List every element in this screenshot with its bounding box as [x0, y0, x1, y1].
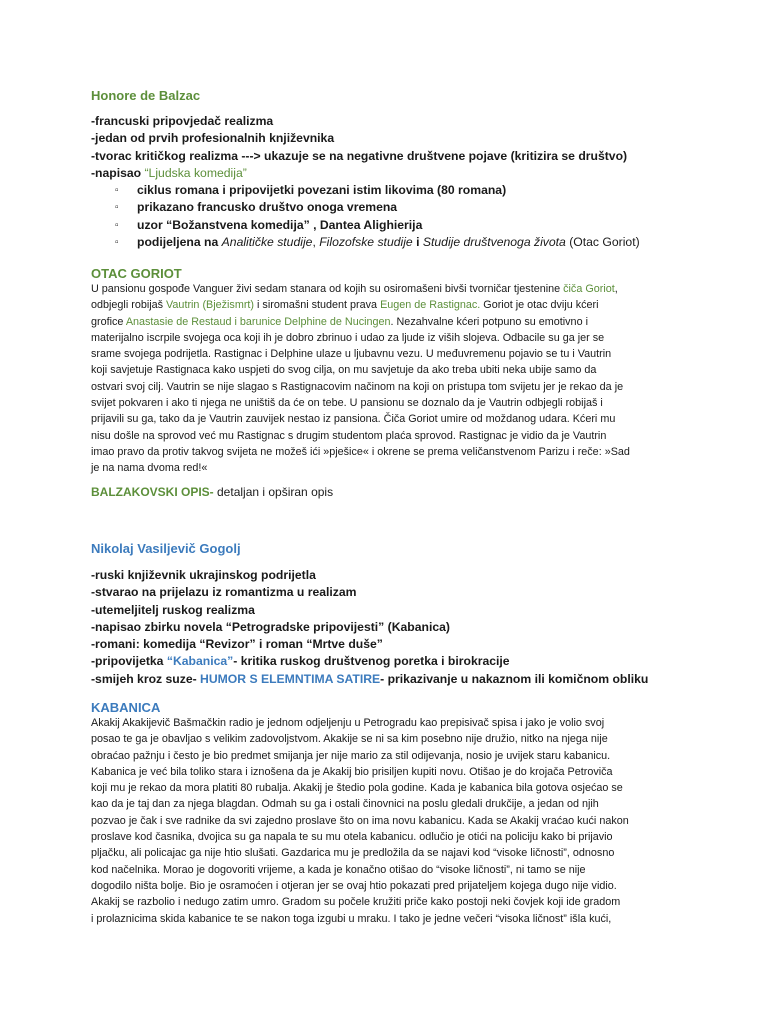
- gogolj-line: -romani: komedija “Revizor” i roman “Mrtve duše”: [91, 637, 383, 652]
- paragraph-line: ostvari svoj cilj. Vautrin se nije slagao s Rastignacovim načinom na koji on pristupa tom svijetu jer je rekao da je: [91, 380, 624, 393]
- text: - kritika ruskog društvenog poretka i birokracije: [233, 654, 510, 669]
- text: odbjegli robijaš: [91, 299, 167, 312]
- character-name: Eugen de Rastignac.: [380, 299, 481, 312]
- opis-text: detaljan i opširan opis: [213, 485, 334, 499]
- bullet-suffix: (Otac Goriot): [565, 235, 640, 250]
- kabanica-paragraph: [91, 715, 681, 927]
- goriot-paragraph: [91, 281, 681, 477]
- gogolj-line: [91, 671, 681, 688]
- gogolj-line: -utemeljitelj ruskog realizma: [91, 602, 255, 617]
- gogolj-line: [91, 653, 681, 670]
- text: Goriot je otac dviju kćeri: [480, 299, 599, 312]
- text: grofice: [91, 315, 126, 328]
- character-name: Vautrin (Bježismrt): [166, 299, 255, 312]
- paragraph-line: imao pravo da protiv takvog svijeta ne možeš ići »pješice« i okrene se prema veličanstvenom Parizu i reče: »Sad: [91, 445, 630, 458]
- character-name: čiča Goriot: [563, 283, 615, 295]
- paragraph-line: kao da je taj dan za njega blagdan. Odmah su ga i ostali činovnici na poslu gledali drukčije, a jedan od njih: [91, 798, 599, 811]
- text: ,: [614, 283, 618, 295]
- goriot-title: OTAC GORIOT: [91, 266, 182, 281]
- balzac-section: [91, 88, 681, 103]
- balzac-list: [91, 113, 681, 251]
- study-name: Studije društvenoga života: [422, 235, 566, 250]
- paragraph-line: proslave kod časnika, dvojica su ga napala te su mu otela kabanicu. odlučio je otići na policiju kako bi prijavio: [91, 831, 613, 844]
- ljudska-komedija-label: “Ljudska komedija”: [144, 165, 247, 180]
- separator: ,: [312, 235, 320, 250]
- humor-satire-label: HUMOR S ELEMNTIMA SATIRE: [200, 671, 381, 686]
- gogolj-line: -napisao zbirku novela “Petrogradske pripovijesti” (Kabanica): [91, 619, 450, 634]
- paragraph-line: dogodilo ništa bolje. Bio je osramoćen i otjeran jer se ovaj htio pokazati pred prijateljem kojega dugo nije vidio.: [91, 879, 617, 892]
- paragraph-line: nisu došle na sprovod već mu Rastignac s drugim studentom plaća sprovod. Rastignac je vidio da je Vautrin: [91, 429, 607, 442]
- bullet-text: uzor “Božanstvena komedija” , Dantea Alighierija: [137, 217, 423, 232]
- paragraph-line: koji mu je rekao da mora platiti 80 rubalja. Akakij je štedio pola godine. Kada je kabanica bila gotova osjećao se: [91, 782, 623, 795]
- goriot-section: [91, 266, 681, 281]
- text: U pansionu gospođe Vanguer živi sedam stanara od kojih su osiromašeni bivši tvorničar tjestenine: [91, 283, 564, 295]
- bullet-square-icon: ▫: [115, 219, 119, 231]
- paragraph-line: materijalno iscrpile svojega oca koji ih je dobro zbrinuo i udao za ljude iz viših slojeva. Odbacile su ga jer se: [91, 331, 605, 344]
- paragraph-line: [91, 297, 681, 313]
- paragraph-line: je na nama dvoma red!«: [91, 462, 208, 475]
- kabanica-section: [91, 700, 681, 715]
- paragraph-line: srame svojega podrijetla. Rastignac i Delphine ulaze u ljubavnu vezu. U međuvremenu pojavio se tu i Vautrin: [91, 348, 612, 361]
- gogolj-line: -stvarao na prijelazu iz romantizma u realizam: [91, 585, 357, 600]
- paragraph-line: Akakij Akakijevič Bašmačkin radio je jednom odjeljenju u Petrogradu kao prepisivač spisa i jako je volio svoj: [91, 717, 605, 729]
- character-name: Anastasie de Restaud i barunice Delphine de Nucingen: [125, 315, 391, 328]
- paragraph-line: [91, 314, 681, 330]
- bullet-text: podijeljena na: [137, 235, 222, 250]
- paragraph-line: i prolaznicima skida kabanice te se nakon toga izgubi u mraku. I tako je jedne večeri “visoka ličnost” išla kući,: [91, 912, 612, 925]
- study-name: Filozofske studije: [319, 235, 413, 250]
- opis-label: BALZAKOVSKI OPIS-: [91, 485, 214, 499]
- gogolj-title: Nikolaj Vasiljevič Gogolj: [91, 541, 241, 556]
- text: i siromašni student prava: [254, 299, 381, 312]
- paragraph-line: Kabanica je već bila toliko stara i iznošena da je Akakij bio prisiljen kupiti novu. Otišao je do krojača Petroviča: [91, 765, 613, 778]
- paragraph-line: posao te ga je obavljao s velikim zadovoljstvom. Akakije se ni sa kim posebno nije družio, nitko na njega nije: [91, 733, 608, 746]
- paragraph-line: [91, 281, 681, 297]
- bullet-square-icon: ▫: [115, 185, 119, 197]
- paragraph-line: svijet pokvaren i ako ti njega ne uništiš da će on tebe. U pansionu se doznalo da je Vautrin odbjegli robijaš i: [91, 397, 603, 410]
- list-item: [91, 234, 681, 251]
- balzac-title: Honore de Balzac: [91, 88, 201, 103]
- paragraph-line: obraćao pažnju i često je bio predmet smijanja jer nije mario za stil odijevanja, nosio je uvijek staru kabanicu.: [91, 749, 611, 762]
- paragraph-line: koji savjetuje Rastignaca kako uspjeti do svog cilja, on mu savjetuje da ako treba ubiti neka ubije samo da: [91, 364, 597, 377]
- bullet-text: prikazano francusko društvo onoga vremena: [137, 200, 398, 215]
- paragraph-line: kod načelnika. Morao je dogovoriti vrijeme, a kada je konačno otišao do “visoke ličnosti”, ni tamo se nije: [91, 863, 586, 876]
- opis-line: [91, 485, 681, 499]
- bullet-text: ciklus romana i pripovijetki povezani istim likovima (80 romana): [137, 183, 507, 198]
- list-item: [91, 199, 681, 216]
- gogolj-line: -ruski književnik ukrajinskog podrijetla: [91, 568, 316, 582]
- paragraph-line: pljačku, ali policajac ga nije htio slušati. Gazdarica mu je predložila da se najavi kod “visoke ličnosti”, odnosno: [91, 847, 615, 860]
- bullet-square-icon: ▫: [115, 237, 119, 249]
- list-item: [91, 217, 681, 234]
- list-item: [91, 182, 681, 199]
- text: -pripovijetka: [91, 654, 167, 669]
- gogolj-section: [91, 541, 681, 556]
- text: - prikazivanje u nakaznom ili komičnom obliku: [380, 671, 649, 686]
- paragraph-line: pozvao je čak i sve radnike da svi zajedno proslave što on ima novu kabanicu. Kada se Akakij vraćao kući nakon: [91, 814, 629, 827]
- bullet-square-icon: ▫: [115, 202, 119, 214]
- balzac-bullets: [91, 182, 681, 251]
- balzac-line: -tvorac kritičkog realizma ---> ukazuje se na negativne društvene pojave (kritizira se društvo): [91, 148, 628, 163]
- separator: i: [412, 235, 423, 250]
- balzac-line: -jedan od prvih profesionalnih književnika: [91, 131, 335, 146]
- study-name: Analitičke studije: [221, 235, 313, 250]
- kabanica-title: KABANICA: [91, 700, 161, 715]
- text: -smijeh kroz suze-: [91, 671, 201, 686]
- balzac-napisao-line: [91, 165, 681, 182]
- napisao-prefix: -napisao: [91, 165, 145, 180]
- paragraph-line: Akakij se razbolio i nedugo zatim umro. Gradom su počele kružiti priče kako postoji neki čovjek koji ide gradom: [91, 896, 621, 909]
- kabanica-label: “Kabanica”: [166, 654, 234, 669]
- gogolj-list: [91, 567, 681, 688]
- text: . Nezahvalne kćeri potpuno su emotivno i: [390, 315, 588, 328]
- paragraph-line: prijavili su ga, tako da je Vautrin zauvijek nestao iz pansiona. Čiča Goriot umire od moždanog udara. Kćeri mu: [91, 413, 616, 426]
- balzac-line: -francuski pripovjedač realizma: [91, 114, 274, 128]
